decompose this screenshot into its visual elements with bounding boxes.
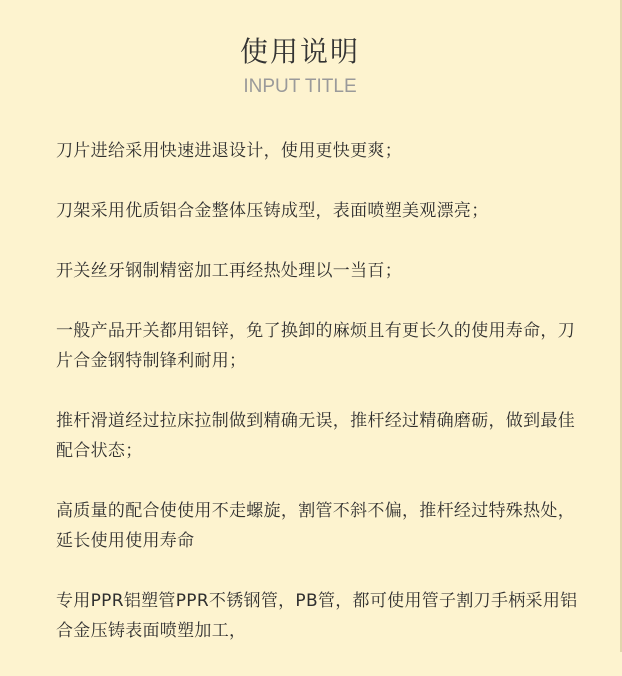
instruction-item-5: 推杆滑道经过拉床拉制做到精确无误，推杆经过精确磨砺，做到最佳配合状态； (56, 411, 575, 461)
instruction-item-6: 高质量的配合使使用不走螺旋，割管不斜不偏，推杆经过特殊热处，延长使用使用寿命 (56, 501, 575, 551)
page-title: 使用说明 (239, 35, 360, 68)
instruction-list (56, 136, 586, 676)
instruction-item-3: 开关丝牙钢制精密加工再经热处理以一当百； (56, 261, 402, 281)
instruction-item-2: 刀架采用优质铝合金整体压铸成型，表面喷塑美观漂亮； (56, 201, 489, 221)
instruction-item-4: 一般产品开关都用铝锌，免了换卸的麻烦且有更长久的使用寿命，刀片合金钢特制锋利耐用； (56, 321, 575, 371)
page-subtitle: INPUT TITLE (243, 76, 357, 97)
instruction-item-7: 专用PPR铝塑管PPR不锈钢管，PB管，都可使用管子割刀手柄采用铝合金压铸表面喷塑加工， (56, 591, 578, 641)
header (0, 32, 600, 98)
instruction-item-1: 刀片进给采用快速进退设计，使用更快更爽； (56, 141, 402, 161)
